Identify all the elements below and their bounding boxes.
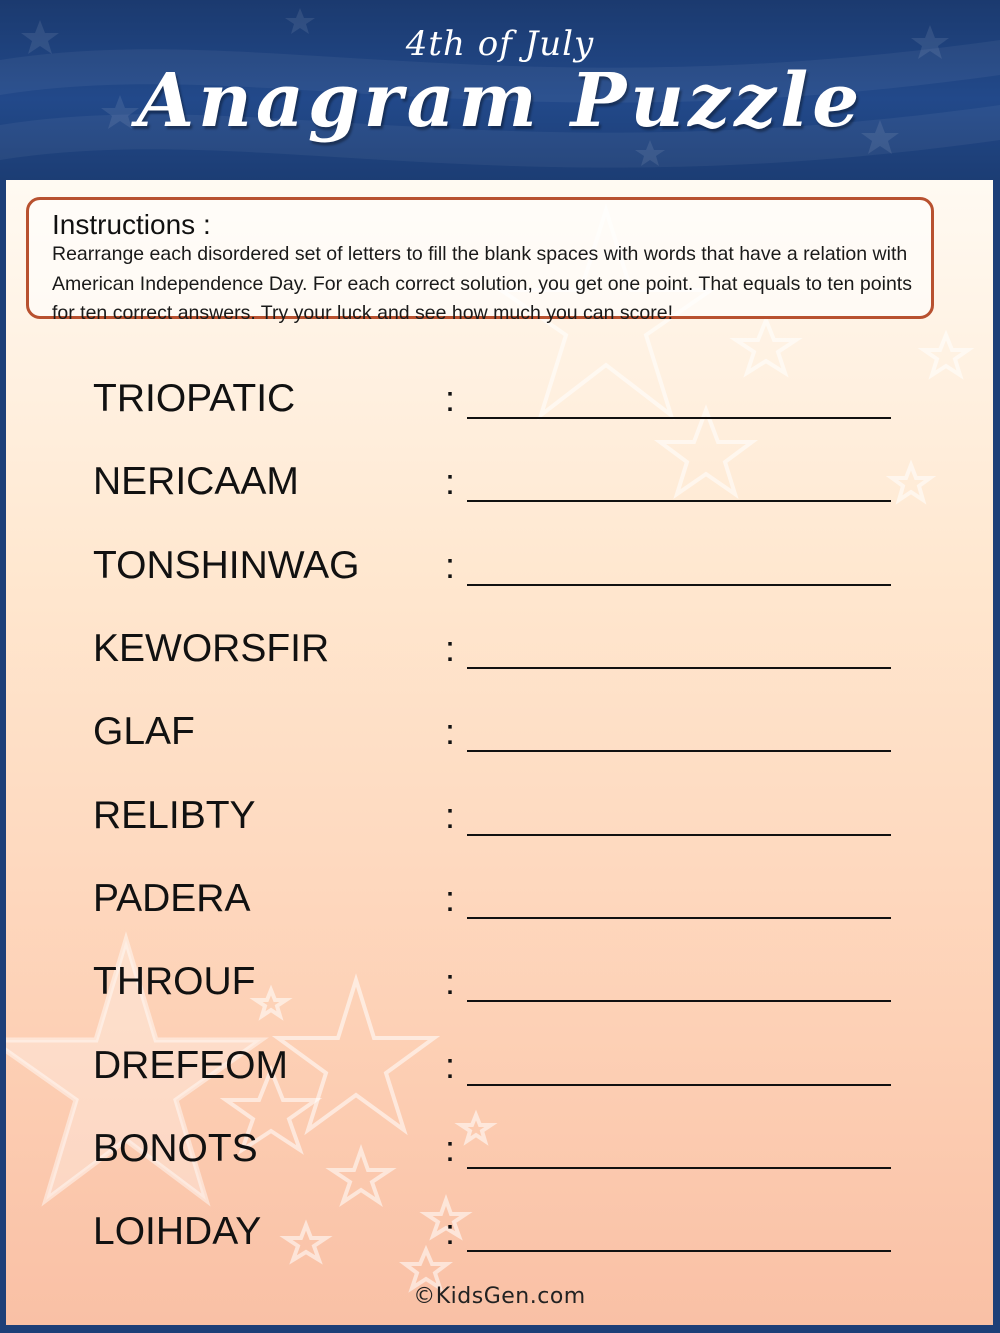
- anagram-row: [93, 544, 903, 594]
- scrambled-word: RELIBTY: [93, 794, 256, 837]
- separator-colon: :: [445, 1128, 456, 1169]
- answer-blank[interactable]: [467, 1250, 891, 1252]
- answer-blank[interactable]: [467, 1167, 891, 1169]
- answer-blank[interactable]: [467, 834, 891, 836]
- instructions-box: [26, 197, 934, 324]
- scrambled-word: LOIHDAY: [93, 1210, 262, 1253]
- page-title: Anagram Puzzle: [136, 58, 864, 144]
- scrambled-word: GLAF: [93, 710, 195, 753]
- answer-blank[interactable]: [467, 667, 891, 669]
- scrambled-word: THROUF: [93, 960, 256, 1003]
- separator-colon: :: [445, 461, 456, 502]
- scrambled-word: TONSHINWAG: [93, 544, 360, 587]
- anagram-row: [93, 377, 903, 427]
- anagram-row: [93, 877, 903, 927]
- anagram-row: [93, 960, 903, 1010]
- answer-blank[interactable]: [467, 1000, 891, 1002]
- separator-colon: :: [445, 1045, 456, 1086]
- scrambled-word: KEWORSFIR: [93, 627, 330, 670]
- answer-blank[interactable]: [467, 500, 891, 502]
- answer-blank[interactable]: [467, 1084, 891, 1086]
- scrambled-word: PADERA: [93, 877, 251, 920]
- page-subtitle: 4th of July: [405, 24, 595, 64]
- separator-colon: :: [445, 711, 456, 752]
- anagram-row: [93, 1127, 903, 1177]
- separator-colon: :: [445, 378, 456, 419]
- instructions-heading: Instructions :: [52, 209, 211, 240]
- anagram-row: [93, 1210, 903, 1260]
- separator-colon: :: [445, 795, 456, 836]
- separator-colon: :: [445, 961, 456, 1002]
- scrambled-word: BONOTS: [93, 1127, 258, 1170]
- scrambled-word: TRIOPATIC: [93, 377, 296, 420]
- separator-colon: :: [445, 628, 456, 669]
- anagram-row: [93, 460, 903, 510]
- copyright-footer: ©KidsGen.com: [413, 1284, 586, 1309]
- page-header: [0, 0, 1000, 180]
- answer-blank[interactable]: [467, 750, 891, 752]
- anagram-row: [93, 1044, 903, 1094]
- anagram-row: [93, 710, 903, 760]
- scrambled-word: DREFEOM: [93, 1044, 288, 1087]
- worksheet-panel: [6, 180, 993, 1325]
- answer-blank[interactable]: [467, 417, 891, 419]
- separator-colon: :: [445, 1211, 456, 1252]
- anagram-row: [93, 794, 903, 844]
- anagram-row: [93, 627, 903, 677]
- answer-blank[interactable]: [467, 917, 891, 919]
- separator-colon: :: [445, 545, 456, 586]
- scrambled-word: NERICAAM: [93, 460, 299, 503]
- instructions-text: Rearrange each disordered set of letters to fill the blank spaces with words that have a relation with American Independence Day. For each correct solution, you get one point. That equals to ten points for ten correct answers. Try your luck and see how much you can score!: [52, 243, 912, 324]
- answer-blank[interactable]: [467, 584, 891, 586]
- separator-colon: :: [445, 878, 456, 919]
